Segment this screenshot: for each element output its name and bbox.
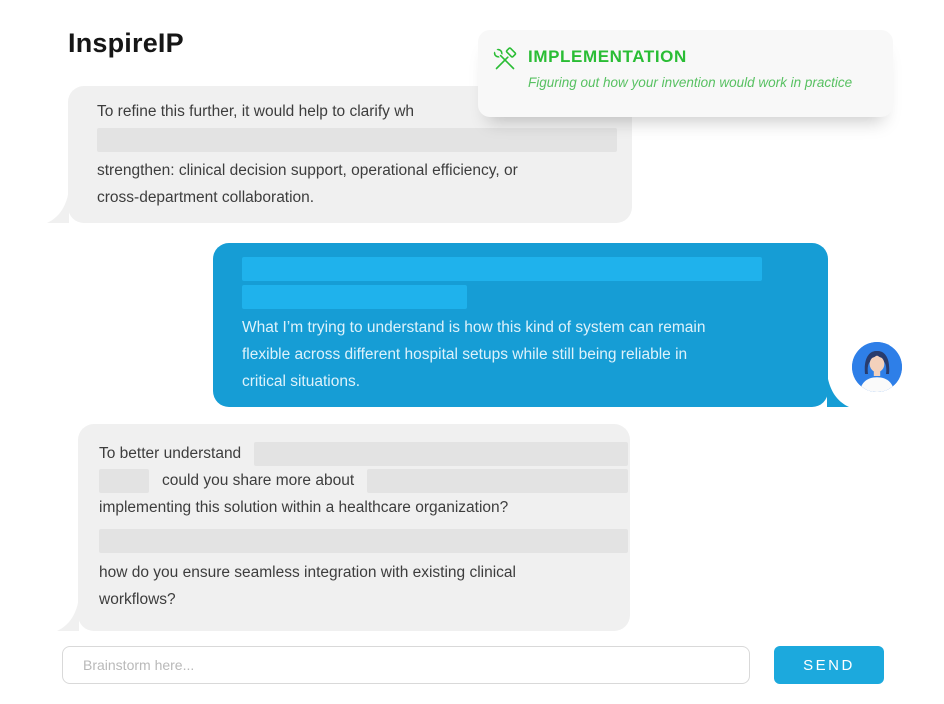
redacted-text-bar bbox=[242, 285, 467, 309]
app-logo: InspireIP bbox=[68, 28, 184, 58]
topic-card bbox=[478, 30, 893, 117]
bubble-tail bbox=[827, 373, 849, 407]
message-line: could you share more about bbox=[162, 472, 355, 489]
message-line: What I’m trying to understand is how this kind of system can remain bbox=[242, 319, 706, 336]
message-line: implementing this solution within a healthcare organization? bbox=[99, 499, 509, 516]
redacted-text-bar bbox=[99, 529, 628, 553]
redacted-text-bar bbox=[367, 469, 628, 493]
redacted-text-bar bbox=[97, 128, 617, 152]
hammer-wrench-icon bbox=[491, 46, 519, 74]
message-line: cross-department collaboration. bbox=[97, 189, 315, 206]
user-avatar bbox=[852, 342, 902, 392]
message-line: flexible across different hospital setups while still being reliable in bbox=[242, 346, 688, 363]
redacted-text-bar bbox=[99, 469, 149, 493]
user-message-bubble bbox=[213, 243, 828, 407]
topic-title: IMPLEMENTATION bbox=[528, 47, 687, 66]
message-line: workflows? bbox=[99, 591, 176, 608]
bubble-tail bbox=[47, 189, 69, 223]
message-line: To refine this further, it would help to clarify wh bbox=[97, 103, 415, 120]
woman-avatar-icon bbox=[852, 342, 902, 392]
bot-message-bubble-2 bbox=[78, 424, 630, 631]
message-line: critical situations. bbox=[242, 373, 361, 390]
bubble-tail bbox=[57, 597, 79, 631]
brainstorm-input[interactable] bbox=[62, 646, 750, 684]
send-button[interactable]: SEND bbox=[774, 646, 884, 684]
topic-subtitle: Figuring out how your invention would work in practice bbox=[528, 75, 853, 90]
redacted-text-bar bbox=[242, 257, 762, 281]
message-line: To better understand bbox=[99, 445, 242, 462]
redacted-text-bar bbox=[254, 442, 628, 466]
message-line: how do you ensure seamless integration with existing clinical bbox=[99, 564, 516, 581]
message-line: strengthen: clinical decision support, operational efficiency, or bbox=[97, 162, 518, 179]
